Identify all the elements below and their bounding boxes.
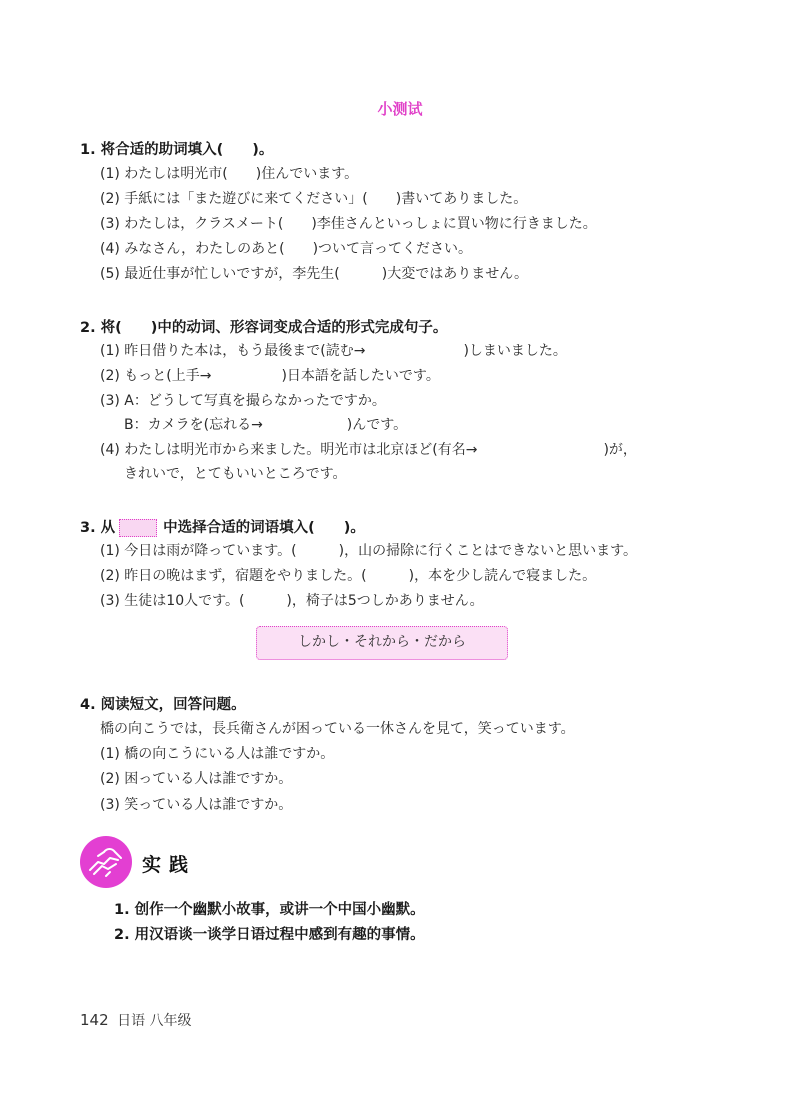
q2-item-4: (4) わたしは明光市から来ました。明光市は北京ほど(有名→ )が， bbox=[100, 442, 637, 458]
question-1-heading: 1. 将合适的助词填入( )。 bbox=[80, 142, 274, 158]
q4-passage: 橋の向こうでは，長兵衛さんが困っている一休さんを見て，笑っています。 bbox=[100, 721, 575, 737]
q4-item-3: (3) 笑っている人は誰ですか。 bbox=[100, 797, 293, 813]
q2-item-2: (2) もっと(上手→ )日本語を話したいです。 bbox=[100, 368, 440, 384]
practice-title: 实践 bbox=[142, 854, 197, 876]
question-2-heading: 2. 将( )中的动词、形容词变成合适的形式完成句子。 bbox=[80, 320, 448, 336]
q2-item-3-a: (3) A：どうして写真を撮らなかったですか。 bbox=[100, 393, 386, 409]
q1-item-1: (1) わたしは明光市( )住んでいます。 bbox=[100, 166, 359, 182]
q4-item-1: (1) 橋の向こうにいる人は誰ですか。 bbox=[100, 746, 335, 762]
q4-item-2: (2) 困っている人は誰ですか。 bbox=[100, 771, 293, 787]
handshake-icon bbox=[80, 836, 132, 888]
book-title: 日语 八年级 bbox=[117, 1013, 192, 1029]
q3-item-2: (2) 昨日の晩はまず，宿題をやりました。( )，本を少し読んで寝ました。 bbox=[100, 568, 597, 584]
q1-item-5: (5) 最近仕事が忙しいですが，李先生( )大変ではありません。 bbox=[100, 266, 529, 282]
practice-item-2: 2. 用汉语谈一谈学日语过程中感到有趣的事情。 bbox=[114, 927, 425, 943]
question-4-heading: 4. 阅读短文，回答问题。 bbox=[80, 697, 246, 713]
q3-heading-prefix: 3. 从 bbox=[80, 520, 116, 536]
q3-heading-suffix: 中选择合适的词语填入( )。 bbox=[163, 520, 365, 536]
question-3-heading bbox=[80, 516, 365, 537]
q2-item-1: (1) 昨日借りた本は，もう最後まで(読む→ )しまいました。 bbox=[100, 343, 567, 359]
q1-item-3: (3) わたしは，クラスメート( )李佳さんといっしょに買い物に行きました。 bbox=[100, 216, 597, 232]
q3-item-1: (1) 今日は雨が降っています。( )，山の掃除に行くことはできないと思います。 bbox=[100, 543, 637, 559]
practice-item-1: 1. 创作一个幽默小故事，或讲一个中国小幽默。 bbox=[114, 902, 425, 918]
word-box-marker bbox=[119, 519, 157, 537]
q3-item-3: (3) 生徒は10人です。( )，椅子は5つしかありません。 bbox=[100, 593, 484, 609]
q1-item-4: (4) みなさん，わたしのあと( )ついて言ってください。 bbox=[100, 241, 473, 257]
page-number: 142 bbox=[80, 1011, 109, 1029]
page-footer bbox=[80, 1010, 192, 1030]
q1-item-2: (2) 手紙には「また遊びに来てください」( )書いてありました。 bbox=[100, 191, 528, 207]
section-title: 小测试 bbox=[377, 100, 423, 118]
q2-item-3-b: B：カメラを(忘れる→ )んです。 bbox=[124, 417, 408, 433]
word-choice-box: しかし・それから・だから bbox=[256, 626, 508, 660]
q2-item-4-cont: きれいで，とてもいいところです。 bbox=[124, 466, 347, 482]
